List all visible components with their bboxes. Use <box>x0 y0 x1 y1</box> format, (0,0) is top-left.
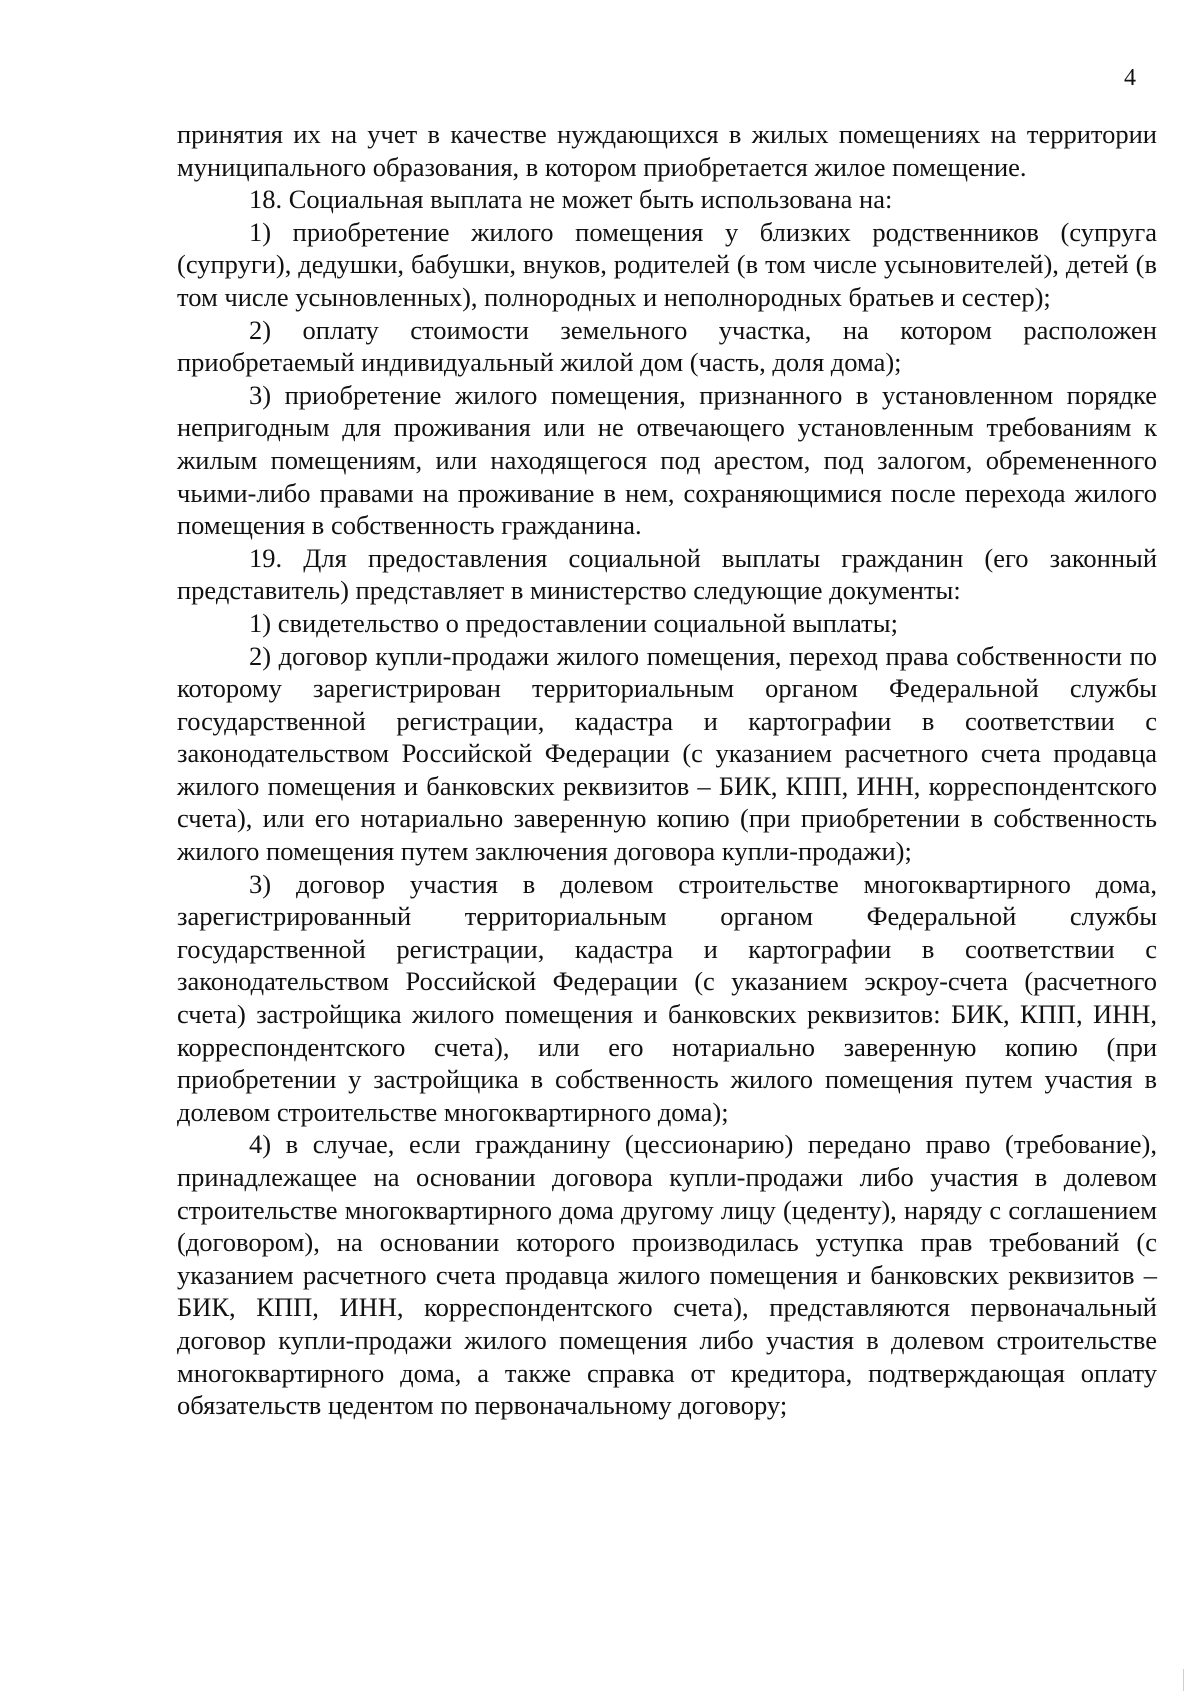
paragraph-item-19: 19. Для предоставления социальной выплаты гражданин (его законный представитель) представляет в министерство следующие документы: <box>177 542 1157 606</box>
paragraph-item-18-1: 1) приобретение жилого помещения у близких родственников (супруга (супруги), дедушки, бабушки, внуков, родителей (в том числе усыновителей), детей (в том числе усыновленных), полнородных и неполнородных братьев и сестер); <box>177 216 1157 312</box>
paragraph-item-18-2: 2) оплату стоимости земельного участка, на котором расположен приобретаемый индивидуальный жилой дом (часть, доля дома); <box>177 314 1157 378</box>
paragraph-item-19-1: 1) свидетельство о предоставлении социальной выплаты; <box>249 607 898 638</box>
paragraph-item-19-2: 2) договор купли-продажи жилого помещения, переход права собственности по которому зарегистрирован территориальным органом Федеральной службы государственной регистрации, кадастра и картографии в соответствии с законодательством Российской Федерации (с указанием расчетного счета продавца жилого помещения и банковских реквизитов – БИК, КПП, ИНН, корреспондентского счета), или его нотариально заверенную копию (при приобретении в собственность жилого помещения путем заключения договора купли-продажи); <box>177 640 1157 867</box>
document-body <box>177 118 1157 1422</box>
paragraph-item-19-3: 3) договор участия в долевом строительстве многоквартирного дома, зарегистрированный территориальным органом Федеральной службы государственной регистрации, кадастра и картографии в соответствии с законодательством Российской Федерации (с указанием эскроу-счета (расчетного счета) застройщика жилого помещения и банковских реквизитов: БИК, КПП, ИНН, корреспондентского счета), или его нотариально заверенную копию (при приобретении у застройщика в собственность жилого помещения путем участия в долевом строительстве многоквартирного дома); <box>177 868 1157 1127</box>
paragraph-item-18: 18. Социальная выплата не может быть использована на: <box>249 184 893 215</box>
paragraph-item-19-4: 4) в случае, если гражданину (цессионарию) передано право (требование), принадлежащее на основании договора купли-продажи либо участия в долевом строительстве многоквартирного дома другому лицу (цеденту), наряду с соглашением (договором), на основании которого производилась уступка прав требований (с указанием расчетного счета продавца жилого помещения и банковских реквизитов – БИК, КПП, ИНН, корреспондентского счета), представляются первоначальный договор купли-продажи жилого помещения либо участия в долевом строительстве многоквартирного дома, а также справка от кредитора, подтверждающая оплату обязательств цедентом по первоначальному договору; <box>177 1129 1157 1421</box>
paragraph-item-18-3: 3) приобретение жилого помещения, признанного в установленном порядке непригодным для проживания или не отвечающего установленным требованиям к жилым помещениям, или находящегося под арестом, под залогом, обремененного чьими-либо правами на проживание в нем, сохраняющимися после перехода жилого помещения в собственность гражданина. <box>177 379 1157 541</box>
page-number: 4 <box>1124 65 1136 91</box>
scan-edge-mark <box>1183 1669 1194 1691</box>
paragraph-continuation: принятия их на учет в качестве нуждающихся в жилых помещениях на территории муниципального образования, в котором приобретается жилое помещение. <box>177 119 1157 182</box>
